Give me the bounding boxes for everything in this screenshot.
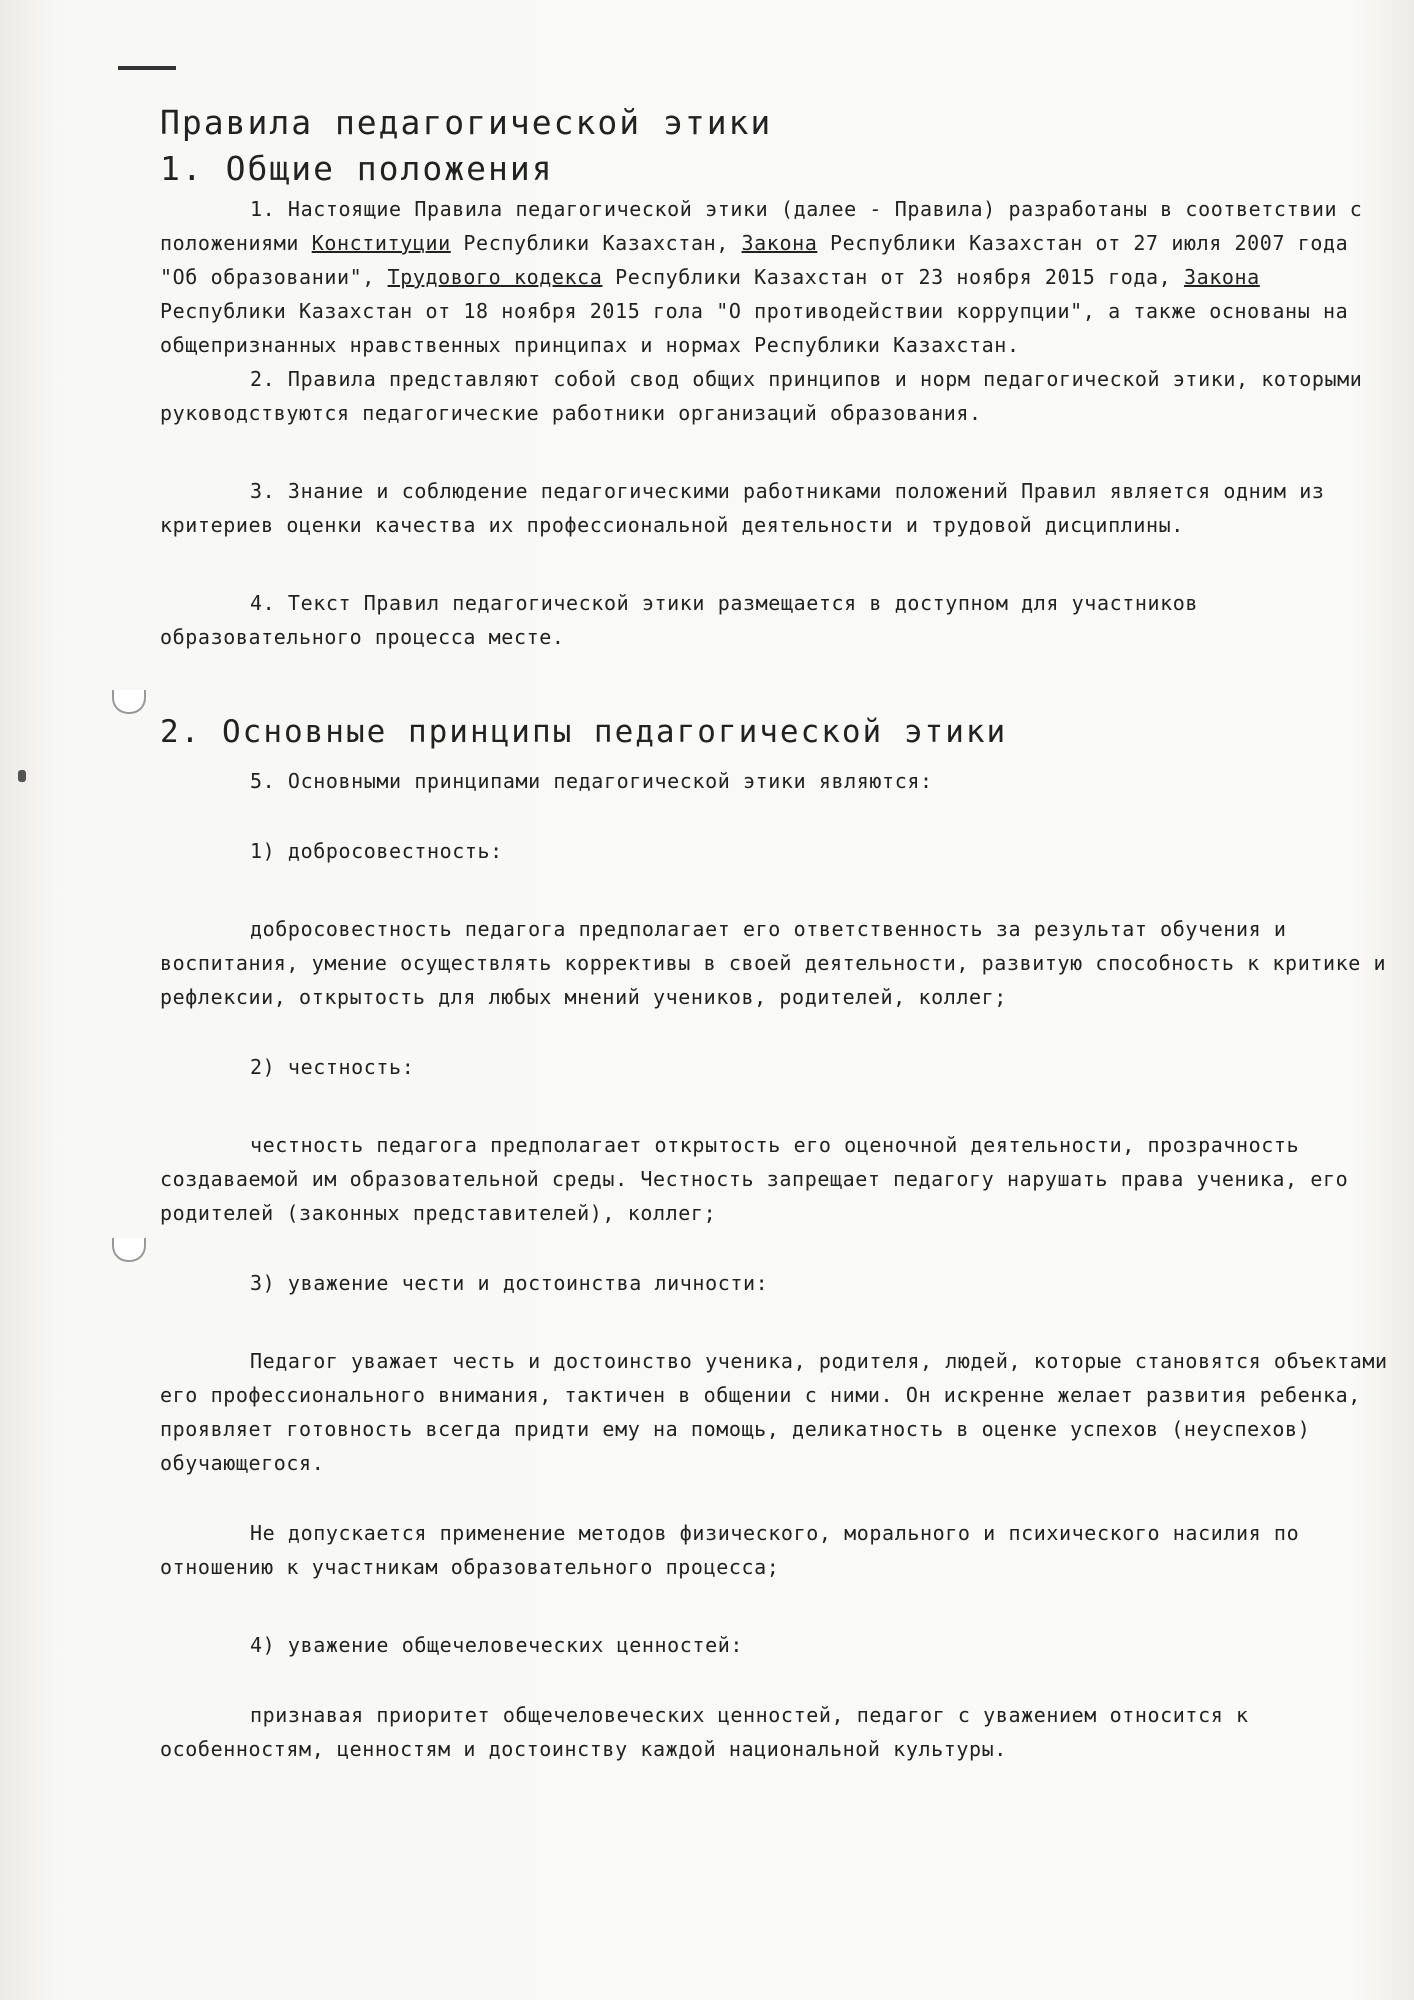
paragraph-1: 1. Настоящие Правила педагогической этики (далее - Правила) разработаны в соответствии с положениями Конституции Республики Казахстан, Закона Республики Казахстан от 27 июля 2007 года "Об образовании", Трудового кодекса Республики Казахстан от 23 ноября 2015 года, Закона Республики Казахстан от 18 ноября 2015 гола "О противодействии коррупции", а также основаны на общепризнанных нравственных принципах и нормах Республики Казахстан. xyxy=(160,197,1363,357)
scan-speck xyxy=(18,770,26,782)
labor-code-link[interactable]: Трудового кодекса xyxy=(387,265,603,289)
item-2-text: честность педагога предполагает открытость его оценочной деятельности, прозрачность создаваемой им образовательной среды. Честность запрещает педагогу нарушать права ученика, его родителей (законных представителей), коллег; xyxy=(160,1133,1349,1225)
document-body xyxy=(160,100,1390,1766)
paragraph-4: 4. Текст Правил педагогической этики размещается в доступном для участников образовательного процесса месте. xyxy=(160,591,1199,649)
section-1-heading: 1. Общие положения xyxy=(160,149,554,188)
paragraph-2: 2. Правила представляют собой свод общих принципов и норм педагогической этики, которыми руководствуются педагогические работники организаций образования. xyxy=(160,367,1363,425)
item-4-text: признавая приоритет общечеловеческих ценностей, педагог с уважением относится к особенностям, ценностям и достоинству каждой национальной культуры. xyxy=(160,1703,1249,1761)
punch-hole xyxy=(112,1238,146,1262)
punch-hole xyxy=(112,690,146,714)
scan-mark xyxy=(118,66,176,70)
item-4-label: 4) уважение общечеловеческих ценностей: xyxy=(250,1633,743,1657)
section-2-heading: 2. Основные принципы педагогической этики xyxy=(160,714,1008,750)
document-title: Правила педагогической этики xyxy=(160,103,773,142)
paragraph-5: 5. Основными принципами педагогической этики являются: xyxy=(250,769,933,793)
item-3-text-2: Не допускается применение методов физического, морального и психического насилия по отношению к участникам образовательного процесса; xyxy=(160,1521,1300,1579)
item-1-label: 1) добросовестность: xyxy=(250,839,503,863)
anticorruption-law-link[interactable]: Закона xyxy=(1183,265,1260,289)
item-3-label: 3) уважение чести и достоинства личности: xyxy=(250,1271,769,1295)
paragraph-3: 3. Знание и соблюдение педагогическими работниками положений Правил является одним из критериев оценки качества их профессиональной деятельности и трудовой дисциплины. xyxy=(160,479,1325,537)
education-law-link[interactable]: Закона xyxy=(741,231,818,255)
item-3-text: Педагог уважает честь и достоинство ученика, родителя, людей, которые становятся объектами его профессионального внимания, тактичен в общении с ними. Он искренне желает развития ребенка, проявляет готовность всегда придти ему на помощь, деликатность в оценке успехов (неуспехов) обучающегося. xyxy=(160,1349,1388,1475)
item-1-text: добросовестность педагога предполагает его ответственность за результат обучения и воспитания, умение осуществлять коррективы в своей деятельности, развитую способность к критике и рефлексии, открытость для любых мнений учеников, родителей, коллег; xyxy=(160,917,1387,1009)
constitution-link[interactable]: Конституции xyxy=(311,231,451,255)
item-2-label: 2) честность: xyxy=(250,1055,415,1079)
